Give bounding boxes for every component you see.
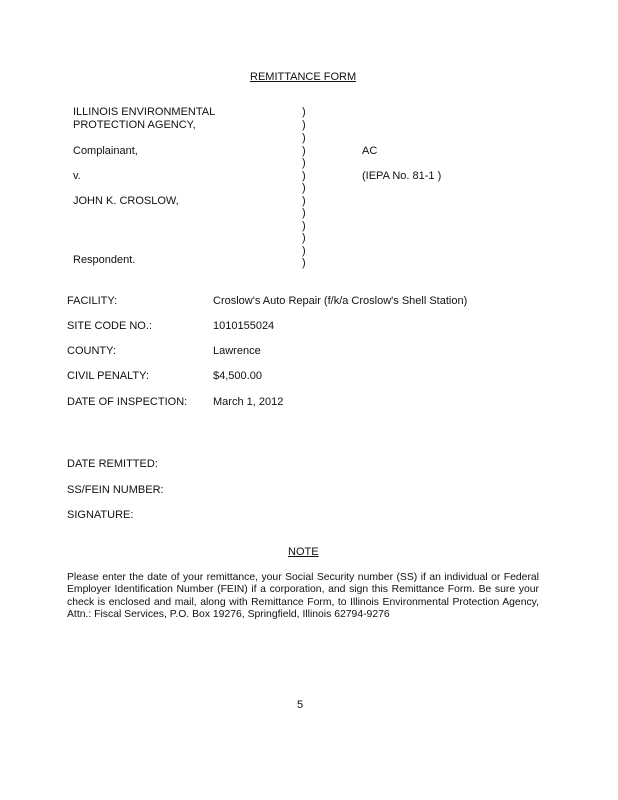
respondent-label: Respondent. bbox=[73, 254, 136, 266]
site-code-label: SITE CODE NO.: bbox=[67, 320, 152, 332]
paren: ) bbox=[302, 132, 306, 144]
paren: ) bbox=[302, 220, 306, 232]
paren: ) bbox=[302, 170, 306, 182]
paren: ) bbox=[302, 145, 306, 157]
inspection-date-label: DATE OF INSPECTION: bbox=[67, 396, 188, 408]
paren: ) bbox=[302, 207, 306, 219]
paren: ) bbox=[302, 182, 306, 194]
complainant-name-line1: ILLINOIS ENVIRONMENTAL bbox=[73, 106, 216, 118]
note-text: Please enter the date of your remittance, your Social Security number (SS) if an individual or Federal Employer Identification Number (FEIN) if a corporation, and sign this Remittance Form. Be sure your check is enclosed and mail, along with Remittance Form, to Illinois Environmental Protection Agency, Attn.: Fiscal Services, P.O. Box 19276, Springfield, Illinois 62794-9276 bbox=[67, 572, 539, 621]
county-label: COUNTY: bbox=[67, 345, 116, 357]
facility-value: Croslow's Auto Repair (f/k/a Croslow's Shell Station) bbox=[213, 295, 468, 307]
paren: ) bbox=[302, 245, 306, 257]
civil-penalty-label: CIVIL PENALTY: bbox=[67, 370, 149, 382]
ss-fein-field[interactable]: SS/FEIN NUMBER: bbox=[67, 484, 164, 496]
inspection-date-value: March 1, 2012 bbox=[213, 396, 284, 408]
note-heading: NOTE bbox=[288, 546, 319, 558]
form-title: REMITTANCE FORM bbox=[250, 71, 357, 83]
signature-field[interactable]: SIGNATURE: bbox=[67, 509, 134, 521]
respondent-name: JOHN K. CROSLOW, bbox=[73, 195, 179, 207]
paren: ) bbox=[302, 195, 306, 207]
paren: ) bbox=[302, 257, 306, 269]
case-type: AC bbox=[362, 145, 378, 157]
facility-label: FACILITY: bbox=[67, 295, 118, 307]
paren: ) bbox=[302, 157, 306, 169]
civil-penalty-value: $4,500.00 bbox=[213, 370, 262, 382]
paren: ) bbox=[302, 106, 306, 118]
date-remitted-field[interactable]: DATE REMITTED: bbox=[67, 458, 158, 470]
case-number: (IEPA No. 81-1 ) bbox=[362, 170, 442, 182]
page-number: 5 bbox=[297, 699, 304, 711]
county-value: Lawrence bbox=[213, 345, 261, 357]
paren: ) bbox=[302, 119, 306, 131]
complainant-name-line2: PROTECTION AGENCY, bbox=[73, 119, 196, 131]
site-code-value: 1010155024 bbox=[213, 320, 275, 332]
paren: ) bbox=[302, 232, 306, 244]
complainant-label: Complainant, bbox=[73, 145, 138, 157]
versus-label: v. bbox=[73, 170, 81, 182]
